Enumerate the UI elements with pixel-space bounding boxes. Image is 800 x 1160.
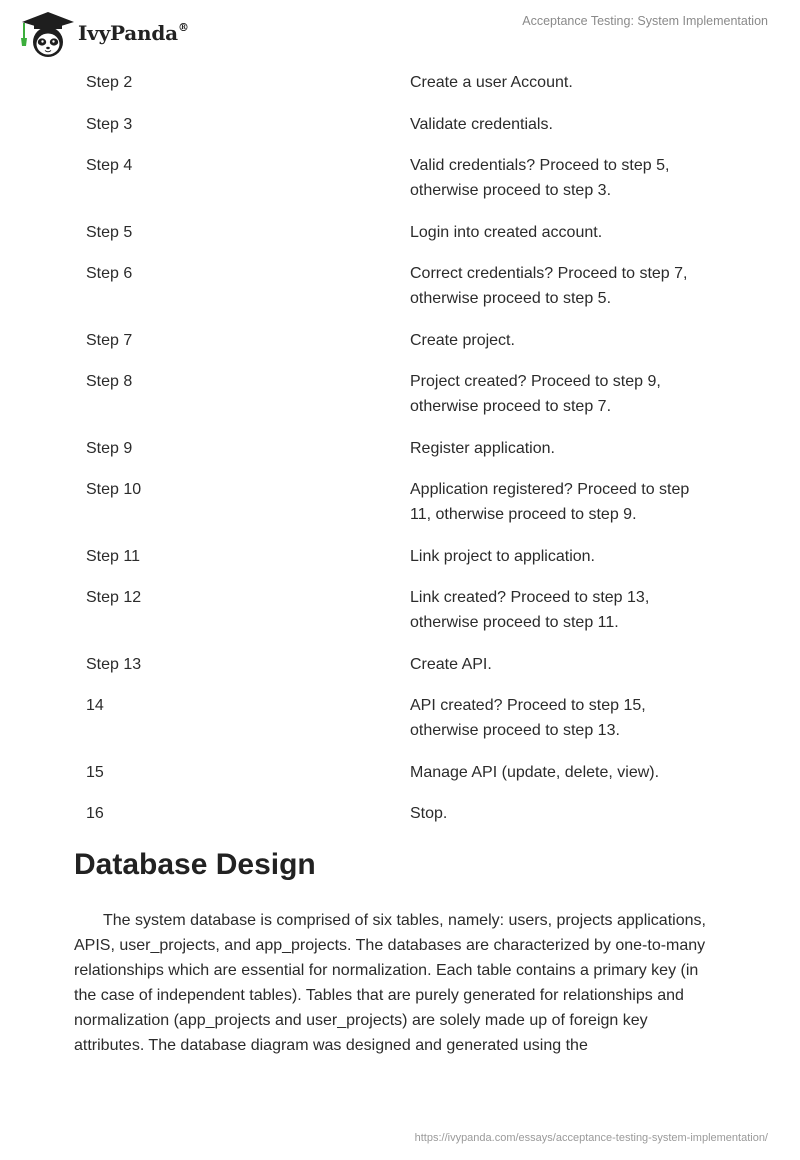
step-description-line: Create API. xyxy=(410,655,492,673)
page-header xyxy=(0,0,800,64)
step-row xyxy=(86,652,726,677)
step-row xyxy=(86,112,726,137)
steps-table xyxy=(86,70,726,843)
source-url[interactable]: https://ivypanda.com/essays/acceptance-testing-system-implementation/ xyxy=(414,1132,768,1144)
step-description xyxy=(410,801,720,826)
step-number: Step 10 xyxy=(86,481,142,498)
step-description-line: Manage API (update, delete, view). xyxy=(410,763,660,781)
section-heading: Database Design xyxy=(74,848,316,881)
step-description-line: Application registered? Proceed to step xyxy=(410,481,690,498)
step-description xyxy=(410,544,720,569)
document-title: Acceptance Testing: System Implementation xyxy=(522,14,768,28)
step-description xyxy=(410,760,720,785)
step-description xyxy=(410,261,720,311)
step-row xyxy=(86,153,726,203)
step-description-line: Create project. xyxy=(410,331,515,349)
step-description-line: 11, otherwise proceed to step 9. xyxy=(410,506,637,523)
body-paragraph: The system database is comprised of six tables, namely: users, projects applications, APIS, user_projects, and app_projects. The databases are characterized by one-to-many relationships which are essential for normalization. Each table contains a primary key (in the case of independent tables). Tables that are purely generated for relationships and normalization (app_projects and user_projects) are solely made up of foreign key attributes. The database diagram was designed and generated using the xyxy=(74,912,706,1055)
step-row xyxy=(86,328,726,353)
step-row xyxy=(86,544,726,569)
step-number: Step 12 xyxy=(86,589,142,606)
step-row xyxy=(86,220,726,245)
step-description-line: API created? Proceed to step 15, xyxy=(410,697,646,714)
step-row xyxy=(86,261,726,311)
step-number: Step 11 xyxy=(86,547,140,565)
step-description-line: otherwise proceed to step 5. xyxy=(410,290,612,307)
step-number: 16 xyxy=(86,805,104,822)
step-number: Step 7 xyxy=(86,331,133,349)
step-number: Step 9 xyxy=(86,439,133,457)
step-description-line: otherwise proceed to step 7. xyxy=(410,398,612,415)
step-number: 14 xyxy=(86,697,104,714)
step-number: Step 8 xyxy=(86,373,133,390)
step-description-line: otherwise proceed to step 11. xyxy=(410,614,619,631)
brand-name: IvyPanda® xyxy=(78,21,189,45)
step-description-line: Stop. xyxy=(410,805,448,822)
step-description xyxy=(410,693,720,743)
step-number: Step 6 xyxy=(86,265,133,282)
step-description-line: Correct credentials? Proceed to step 7, xyxy=(410,265,688,282)
step-number: Step 4 xyxy=(86,157,133,174)
step-description-line: Link project to application. xyxy=(410,547,595,565)
ivypanda-logo[interactable] xyxy=(14,8,189,58)
step-description-line: Valid credentials? Proceed to step 5, xyxy=(410,157,670,174)
step-description-line: Login into created account. xyxy=(410,223,603,241)
step-description xyxy=(410,153,720,203)
step-number: 15 xyxy=(86,763,104,781)
step-description-line: Create a user Account. xyxy=(410,74,573,91)
step-description xyxy=(410,220,720,245)
step-row xyxy=(86,477,726,527)
step-row xyxy=(86,585,726,635)
step-row xyxy=(86,801,726,826)
step-description xyxy=(410,652,720,677)
step-row xyxy=(86,760,726,785)
step-number: Step 2 xyxy=(86,74,133,91)
step-description xyxy=(410,70,720,95)
step-row xyxy=(86,436,726,461)
panda-graduate-icon xyxy=(14,8,76,58)
step-description xyxy=(410,436,720,461)
step-description xyxy=(410,369,720,419)
step-description-line: Register application. xyxy=(410,439,555,457)
step-description-line: Validate credentials. xyxy=(410,115,553,133)
step-description-line: Link created? Proceed to step 13, xyxy=(410,589,650,606)
step-description-line: otherwise proceed to step 3. xyxy=(410,182,612,199)
step-description xyxy=(410,477,720,527)
step-description xyxy=(410,328,720,353)
step-description xyxy=(410,585,720,635)
step-description-line: otherwise proceed to step 13. xyxy=(410,722,620,739)
step-description-line: Project created? Proceed to step 9, xyxy=(410,373,661,390)
step-row xyxy=(86,70,726,95)
step-number: Step 5 xyxy=(86,223,133,241)
step-number: Step 13 xyxy=(86,655,142,673)
step-description xyxy=(410,112,720,137)
step-number: Step 3 xyxy=(86,115,133,133)
step-row xyxy=(86,693,726,743)
step-row xyxy=(86,369,726,419)
